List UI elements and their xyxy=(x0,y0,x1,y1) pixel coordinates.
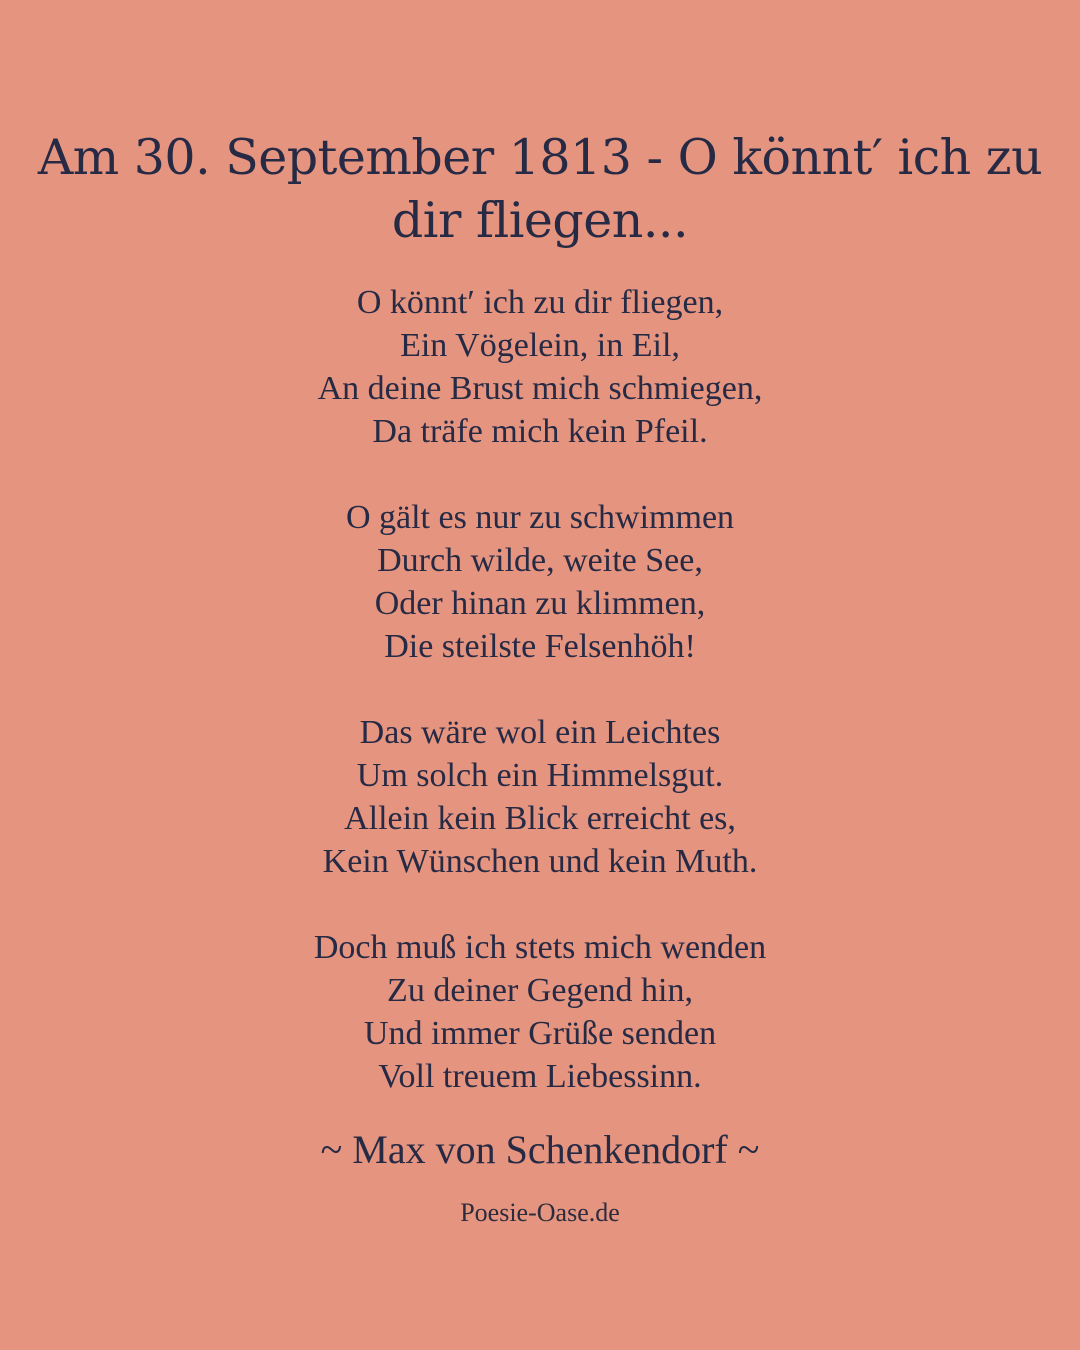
stanza-3 xyxy=(60,711,1020,883)
poem-line: Ein Vögelein, in Eil, xyxy=(400,327,680,364)
stanza-1 xyxy=(60,281,1020,453)
poem-line: Durch wilde, weite See, xyxy=(377,542,703,579)
poem-line: Zu deiner Gegend hin, xyxy=(387,972,693,1009)
poem-author: ~ Max von Schenkendorf ~ xyxy=(320,1127,760,1172)
poem-line: Da träfe mich kein Pfeil. xyxy=(372,413,708,450)
source-watermark: Poesie-Oase.de xyxy=(460,1198,620,1227)
poem-body xyxy=(60,281,1020,1141)
poem-line: Allein kein Blick erreicht es, xyxy=(344,800,736,837)
poem-line: Um solch ein Himmelsgut. xyxy=(356,757,724,794)
poem-line: O könnt′ ich zu dir fliegen, xyxy=(356,284,724,321)
poem-line: Das wäre wol ein Leichtes xyxy=(359,714,721,751)
poem-line: Die steilste Felsenhöh! xyxy=(384,628,696,665)
poem-line: An deine Brust mich schmiegen, xyxy=(317,370,763,407)
poem-line: Doch muß ich stets mich wenden xyxy=(313,929,767,966)
poem-title: Am 30. September 1813 - O könnt′ ich zu dir fliegen... xyxy=(37,129,1043,249)
stanza-2 xyxy=(60,496,1020,668)
poem-line: Oder hinan zu klimmen, xyxy=(374,585,706,622)
poem-line: Voll treuem Liebessinn. xyxy=(378,1058,702,1095)
poem-line: Und immer Grüße senden xyxy=(363,1015,717,1052)
stanza-4 xyxy=(60,926,1020,1098)
poem-line: Kein Wünschen und kein Muth. xyxy=(322,843,758,880)
poem-line: O gält es nur zu schwimmen xyxy=(345,499,735,536)
